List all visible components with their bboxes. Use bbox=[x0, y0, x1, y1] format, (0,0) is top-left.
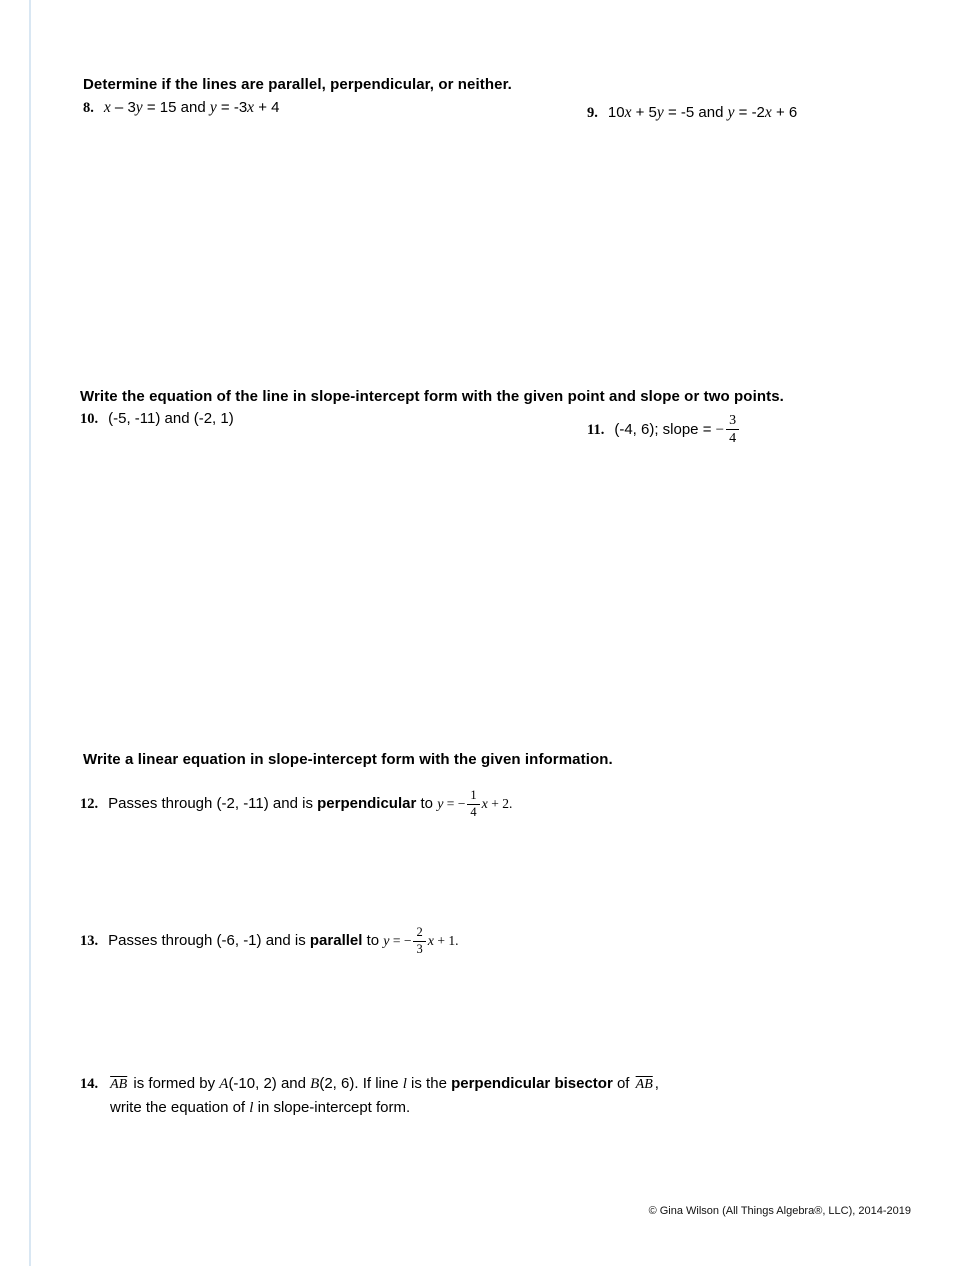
problem-text: is the bbox=[406, 1075, 452, 1092]
problem-text: If line bbox=[358, 1075, 403, 1092]
emphasis-perpendicular: perpendicular bbox=[317, 795, 417, 813]
fraction bbox=[467, 789, 479, 820]
problem-text: and bbox=[276, 1075, 311, 1092]
problem-11-number: 11. bbox=[587, 421, 605, 438]
math-variable: x bbox=[103, 99, 111, 116]
equation-fragment: = -3 bbox=[216, 99, 248, 116]
math-variable: x bbox=[427, 934, 434, 950]
equation-fragment: = − bbox=[389, 933, 412, 949]
math-variable: y bbox=[383, 934, 390, 950]
math-variable: y bbox=[727, 104, 735, 121]
problem-8-number: 8. bbox=[83, 100, 94, 116]
fraction bbox=[726, 413, 739, 447]
problem-11 bbox=[587, 413, 741, 447]
problem-text: , bbox=[654, 1075, 659, 1092]
problem-14 bbox=[80, 1073, 659, 1119]
problem-9-number: 9. bbox=[587, 105, 598, 121]
problem-14-number: 14. bbox=[80, 1076, 99, 1092]
problem-text: (-5, -11) and (-2, 1) bbox=[108, 410, 234, 427]
problem-12-number: 12. bbox=[80, 796, 99, 813]
fraction bbox=[413, 926, 425, 957]
equation-fragment: + 2. bbox=[487, 796, 513, 812]
math-variable: x bbox=[764, 104, 772, 121]
fraction-numerator: 1 bbox=[467, 789, 479, 805]
problem-12 bbox=[80, 789, 512, 820]
math-variable: y bbox=[135, 99, 143, 116]
fraction-numerator: 2 bbox=[413, 926, 425, 942]
equation-fragment: = 15 and bbox=[142, 99, 210, 116]
problem-text: write the equation of bbox=[110, 1099, 250, 1116]
problem-text: (-10, 2) bbox=[228, 1075, 277, 1092]
equation-fragment: 10 bbox=[607, 104, 625, 121]
problem-text: is formed by bbox=[129, 1075, 220, 1092]
math-variable: l bbox=[249, 1100, 254, 1116]
problem-13-number: 13. bbox=[80, 933, 99, 950]
equation-fragment: + 6 bbox=[771, 104, 798, 121]
emphasis-perpendicular-bisector: perpendicular bisector bbox=[451, 1075, 613, 1092]
left-margin-line bbox=[29, 0, 31, 1266]
problem-text: of bbox=[612, 1075, 634, 1092]
math-variable: y bbox=[437, 797, 444, 813]
fraction-denominator: 4 bbox=[470, 804, 477, 819]
segment-AB-overline: $\overline{AB}$ bbox=[110, 1077, 128, 1092]
problem-10 bbox=[80, 410, 234, 428]
equation-fragment: – 3 bbox=[110, 99, 136, 116]
math-variable: x bbox=[247, 99, 255, 116]
problem-text: (2, 6). bbox=[319, 1075, 359, 1092]
problem-14-line-2 bbox=[110, 1097, 659, 1119]
fraction-denominator: 4 bbox=[729, 431, 737, 447]
emphasis-parallel: parallel bbox=[309, 932, 363, 950]
fraction-numerator: 3 bbox=[726, 413, 739, 430]
math-variable: y bbox=[209, 99, 217, 116]
equation-fragment: = -5 and bbox=[663, 104, 728, 121]
equation-fragment: + 5 bbox=[631, 104, 657, 121]
math-variable: l bbox=[402, 1076, 407, 1092]
math-variable: B bbox=[310, 1076, 320, 1092]
problem-text: to bbox=[416, 795, 438, 813]
problem-14-line-1 bbox=[80, 1073, 659, 1096]
math-variable: x bbox=[624, 104, 632, 121]
minus-sign: − bbox=[715, 421, 725, 438]
math-variable: y bbox=[656, 104, 664, 121]
math-variable: A bbox=[219, 1076, 229, 1092]
equation-fragment: = − bbox=[443, 796, 466, 812]
problem-13 bbox=[80, 926, 458, 957]
problem-text: (-4, 6); slope = bbox=[614, 420, 716, 438]
fraction-denominator: 3 bbox=[416, 941, 423, 956]
problem-text: to bbox=[362, 932, 384, 950]
copyright-footer: © Gina Wilson (All Things Algebra®, LLC), 2014-2019 bbox=[648, 1205, 911, 1217]
section-1-header: Determine if the lines are parallel, perpendicular, or neither. bbox=[83, 76, 512, 93]
problem-8 bbox=[83, 99, 280, 117]
problem-10-number: 10. bbox=[80, 411, 99, 427]
math-variable: x bbox=[481, 797, 488, 813]
section-3-header: Write a linear equation in slope-intercept form with the given information. bbox=[83, 751, 613, 768]
section-2-header: Write the equation of the line in slope-intercept form with the given point and slope or two points. bbox=[80, 388, 784, 405]
problem-9 bbox=[587, 104, 797, 122]
problem-text: in slope-intercept form. bbox=[253, 1099, 411, 1116]
segment-AB-overline: $\overline{AB}$ bbox=[635, 1077, 653, 1092]
problem-text: Passes through (-6, -1) and is bbox=[108, 932, 310, 950]
problem-text: Passes through (-2, -11) and is bbox=[108, 795, 318, 813]
equation-fragment: + 1. bbox=[433, 933, 459, 949]
equation-fragment: + 4 bbox=[254, 99, 280, 116]
equation-fragment: = -2 bbox=[734, 104, 765, 121]
